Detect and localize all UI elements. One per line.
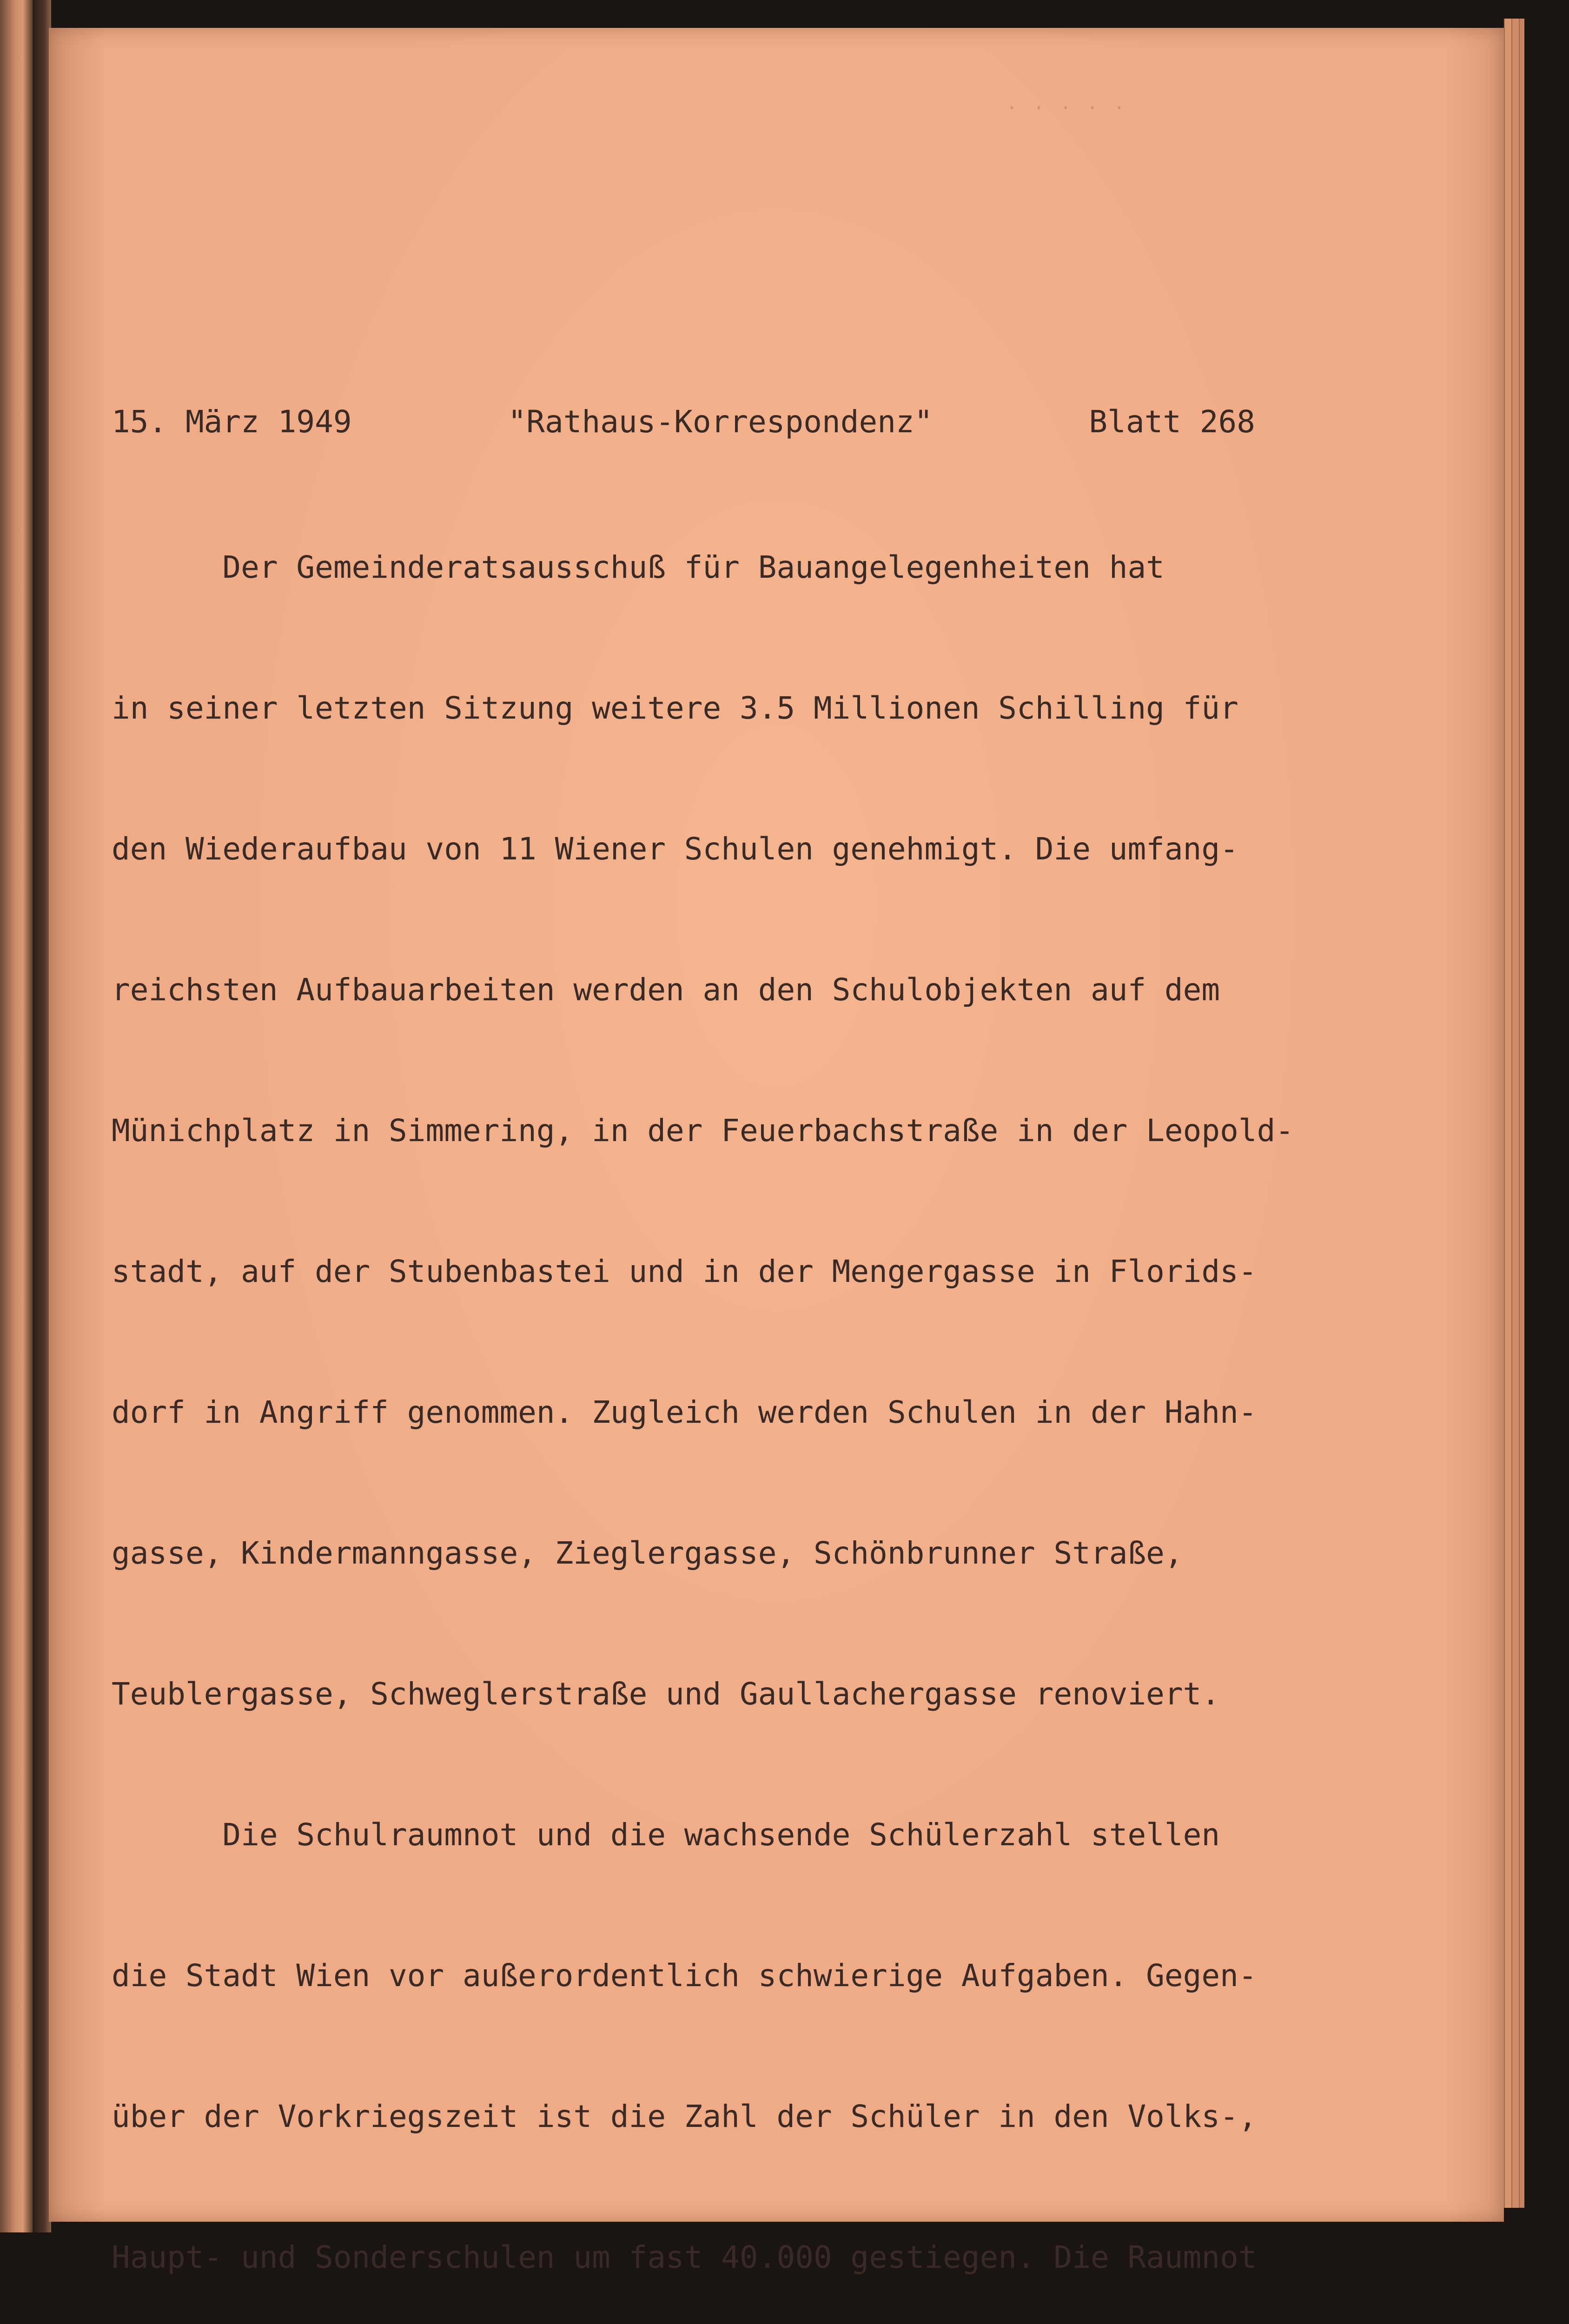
page-edge xyxy=(1519,19,1524,2208)
text-line: Münichplatz in Simmering, in der Feuerbachstraße in der Leopold- xyxy=(112,1113,1294,1149)
text-line: dorf in Angriff genommen. Zugleich werden Schulen in der Hahn- xyxy=(112,1394,1257,1430)
text-line: Haupt- und Sonderschulen um fast 40.000 gestiegen. Die Raumnot xyxy=(112,2239,1257,2275)
page-edge xyxy=(1504,19,1511,2208)
header-sheet-number: Blatt 268 xyxy=(1089,404,1255,440)
text-line: Die Schulraumnot und die wachsende Schülerzahl stellen xyxy=(112,1817,1220,1853)
header-date: 15. März 1949 xyxy=(112,404,352,440)
page-header xyxy=(112,398,1255,445)
text-line: die Stadt Wien vor außerordentlich schwierige Aufgaben. Gegen- xyxy=(112,1958,1257,1994)
text-line: Der Gemeinderatsausschuß für Bauangelegenheiten hat xyxy=(112,549,1165,585)
header-publication: "Rathaus-Korrespondenz" xyxy=(508,404,933,440)
typed-text xyxy=(112,304,1367,2324)
text-line: stadt, auf der Stubenbastei und in der Mengergasse in Florids- xyxy=(112,1254,1257,1289)
faint-pencil-mark: · · · · · xyxy=(1006,98,1127,118)
previous-page-edge xyxy=(0,0,33,2232)
binding-gutter xyxy=(33,0,51,2232)
text-line: Teublergasse, Schweglerstraße und Gaullachergasse renoviert. xyxy=(112,1676,1220,1712)
text-line: gasse, Kindermanngasse, Zieglergasse, Schönbrunner Straße, xyxy=(112,1535,1183,1571)
text-line: über der Vorkriegszeit ist die Zahl der Schüler in den Volks-, xyxy=(112,2099,1257,2134)
text-line: den Wiederaufbau von 11 Wiener Schulen genehmigt. Die umfang- xyxy=(112,831,1238,867)
text-line: reichsten Aufbauarbeiten werden an den Schulobjekten auf dem xyxy=(112,972,1220,1008)
text-line: in seiner letzten Sitzung weitere 3.5 Millionen Schilling für xyxy=(112,690,1238,726)
page-edge xyxy=(1511,19,1519,2208)
